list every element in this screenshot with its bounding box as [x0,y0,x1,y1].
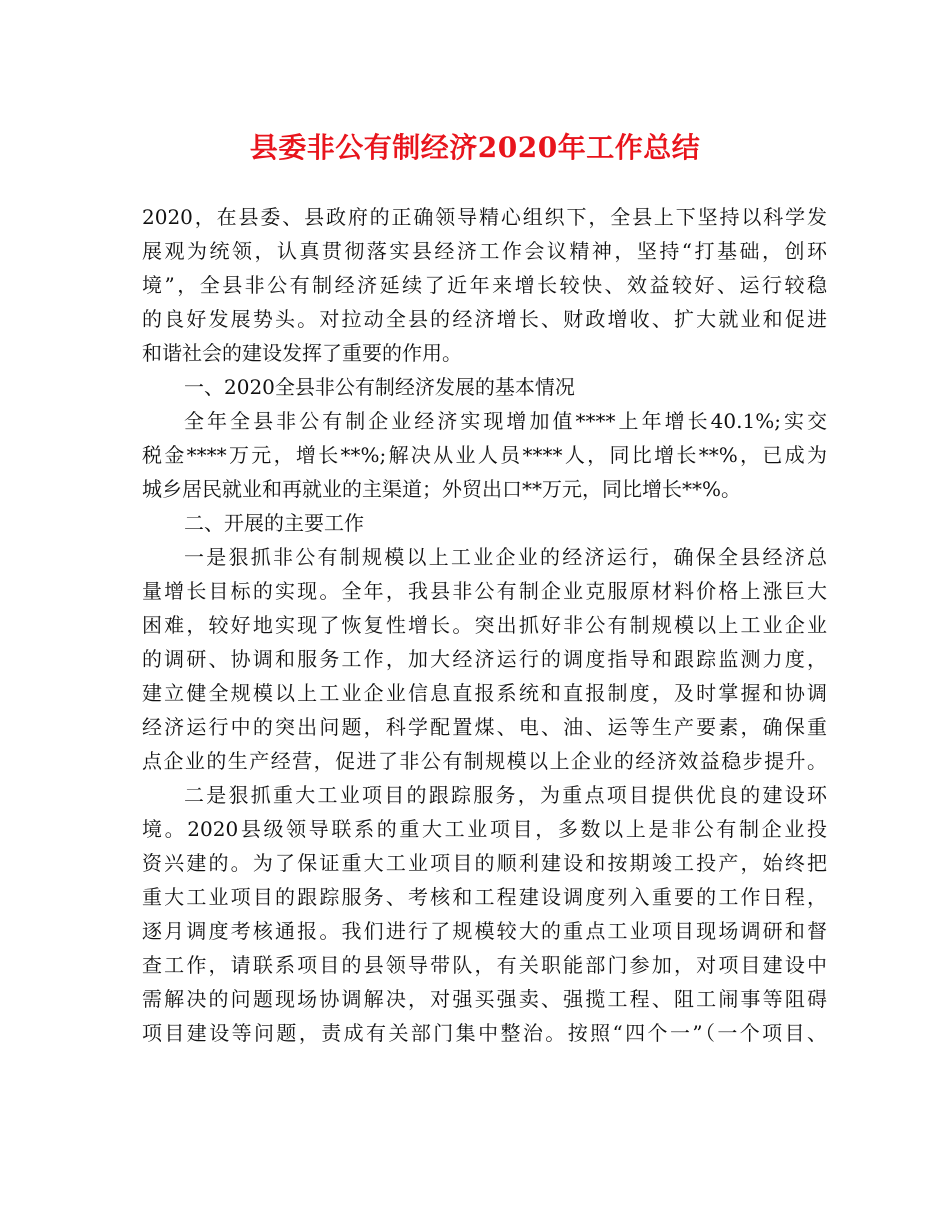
paragraph-line: 的调研、协调和服务工作，加大经济运行的调度指导和跟踪监测力度， [142,647,827,671]
paragraph-line: 一是狠抓非公有制规模以上工业企业的经济运行，确保全县经济总 [184,545,827,569]
paragraph-line: 资兴建的。为了保证重大工业项目的顺利建设和按期竣工投产，始终把 [142,851,827,875]
paragraph-line: 点企业的生产经营，促进了非公有制规模以上企业的经济效益稳步提升。 [142,749,827,773]
paragraph-line: 量增长目标的实现。全年，我县非公有制企业克服原材料价格上涨巨大 [142,579,827,603]
paragraph-line: 困难，较好地实现了恢复性增长。突出抓好非公有制规模以上工业企业 [142,613,827,637]
paragraph-line: 查工作，请联系项目的县领导带队，有关职能部门参加，对项目建设中 [142,953,827,977]
paragraph-line: 项目建设等问题，责成有关部门集中整治。按照“四个一”（一个项目、 [142,1021,827,1045]
paragraph-line: 全年全县非公有制企业经济实现增加值****上年增长40.1%;实交 [184,409,827,433]
section-heading: 二、开展的主要工作 [184,511,364,535]
paragraph-line: 税金****万元，增长**%;解决从业人员****人，同比增长**%，已成为 [142,443,827,467]
paragraph-line: 的良好发展势头。对拉动全县的经济增长、财政增收、扩大就业和促进 [142,307,827,331]
paragraph-line: 城乡居民就业和再就业的主渠道；外贸出口**万元，同比增长**%。 [142,477,742,501]
paragraph-line: 和谐社会的建设发挥了重要的作用。 [142,341,462,365]
paragraph-line: 展观为统领，认真贯彻落实县经济工作会议精神，坚持“打基础，创环 [142,239,827,263]
section-heading: 一、2020全县非公有制经济发展的基本情况 [184,375,575,399]
paragraph-line: 二是狠抓重大工业项目的跟踪服务，为重点项目提供优良的建设环 [184,783,827,807]
paragraph-line: 境”，全县非公有制经济延续了近年来增长较快、效益较好、运行较稳 [142,273,827,297]
paragraph-line: 2020，在县委、县政府的正确领导精心组织下，全县上下坚持以科学发 [142,205,827,229]
paragraph-line: 重大工业项目的跟踪服务、考核和工程建设调度列入重要的工作日程， [142,885,827,909]
paragraph-line: 经济运行中的突出问题，科学配置煤、电、油、运等生产要素，确保重 [142,715,827,739]
document-body [142,200,827,1050]
document-title: 县委非公有制经济2020年工作总结 [249,131,701,164]
paragraph-line: 需解决的问题现场协调解决，对强买强卖、强揽工程、阻工闹事等阻碍 [142,987,827,1011]
paragraph-line: 境。2020县级领导联系的重大工业项目，多数以上是非公有制企业投 [142,817,827,841]
paragraph-line: 建立健全规模以上工业企业信息直报系统和直报制度，及时掌握和协调 [142,681,827,705]
paragraph-line: 逐月调度考核通报。我们进行了规模较大的重点工业项目现场调研和督 [142,919,827,943]
